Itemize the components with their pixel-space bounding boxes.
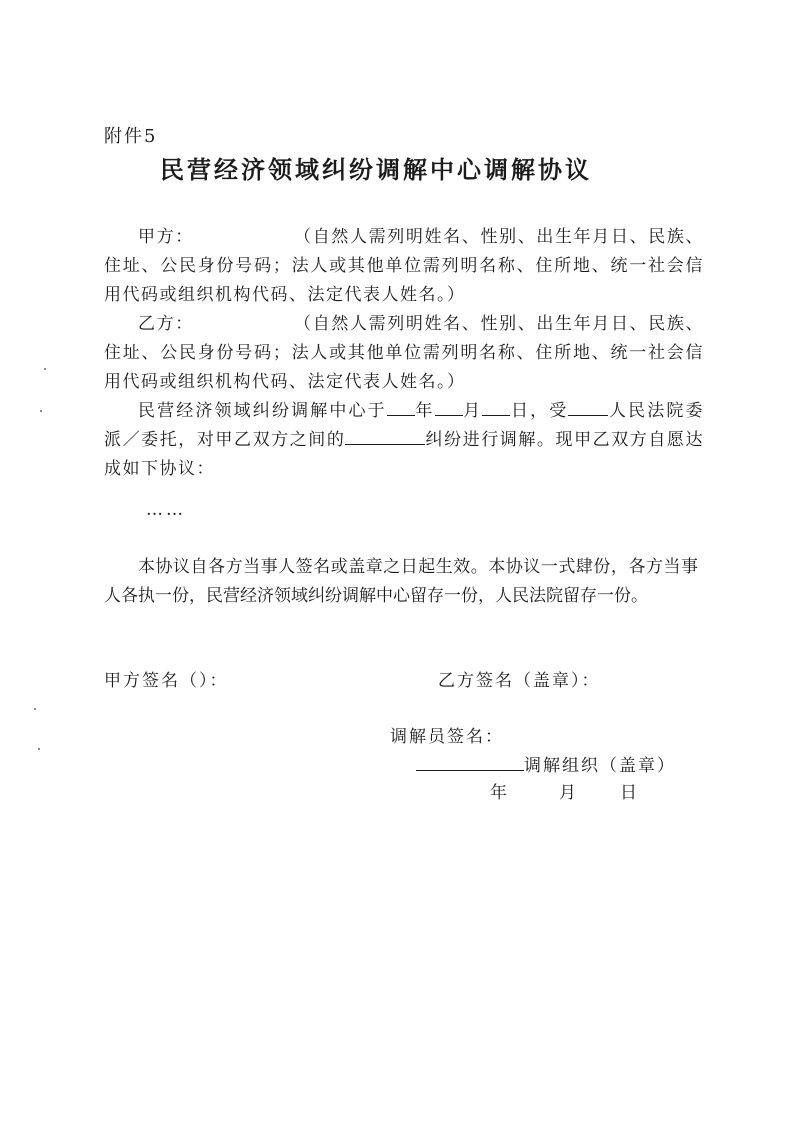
party-a-label: 甲方： (138, 227, 194, 247)
document-body (104, 223, 704, 484)
party-a-signature: 甲方签名（）： (104, 671, 229, 691)
intro-paragraph (104, 397, 704, 484)
date-day: 日 (620, 783, 637, 803)
party-b-note: （自然人需列明姓名、性别、出生年月日、民族、住址、公民身份号码；法人或其他单位需列明名称、住所地、统一社会信用代码或组织机构代码、法定代表人姓名。） (104, 314, 705, 392)
month-blank (435, 397, 463, 416)
date-year: 年 (490, 783, 507, 803)
date-month: 月 (559, 783, 576, 803)
mediation-org-label: 调解组织（盖章） (524, 756, 676, 776)
mediation-org-line (416, 750, 676, 776)
ellipsis: …… (146, 500, 186, 520)
effect-clause-block (104, 553, 698, 611)
intro-year: 年 (414, 401, 435, 421)
intro-part1: 民营经济领域纠纷调解中心于 (138, 401, 387, 421)
scan-speck (40, 410, 42, 412)
scan-speck (38, 748, 40, 750)
party-b-signature: 乙方签名（盖章）： (438, 671, 601, 691)
party-a-paragraph (104, 223, 704, 310)
scan-speck (44, 368, 46, 370)
court-blank (568, 397, 608, 416)
intro-day: 日，受 (510, 401, 569, 421)
document-title: 民营经济领域纠纷调解中心调解协议 (160, 155, 592, 184)
intro-part3: 纠纷进行调解。现甲乙双方自愿达成如下协议： (104, 430, 705, 479)
party-b-paragraph (104, 310, 704, 397)
scan-speck (34, 708, 36, 710)
mediator-signature: 调解员签名： (390, 727, 504, 747)
dispute-type-blank (345, 426, 425, 445)
effect-clause: 本协议自各方当事人签名或盖章之日起生效。本协议一式肆份，各方当事人各执一份，民营经济领域纠纷调解中心留存一份，人民法院留存一份。 (104, 557, 698, 606)
party-a-note: （自然人需列明姓名、性别、出生年月日、民族、住址、公民身份号码；法人或其他单位需列明名称、住所地、统一社会信用代码或组织机构代码、法定代表人姓名。） (104, 227, 705, 305)
year-blank (387, 397, 415, 416)
intro-month: 月 (462, 401, 483, 421)
mediation-org-blank (416, 750, 524, 771)
day-blank (482, 397, 510, 416)
date-line (490, 778, 637, 803)
party-b-label: 乙方： (138, 314, 194, 334)
attachment-label: 附件5 (104, 126, 158, 147)
intro-part2: 人民法院委派／委托，对甲乙双方之间的 (104, 401, 705, 450)
